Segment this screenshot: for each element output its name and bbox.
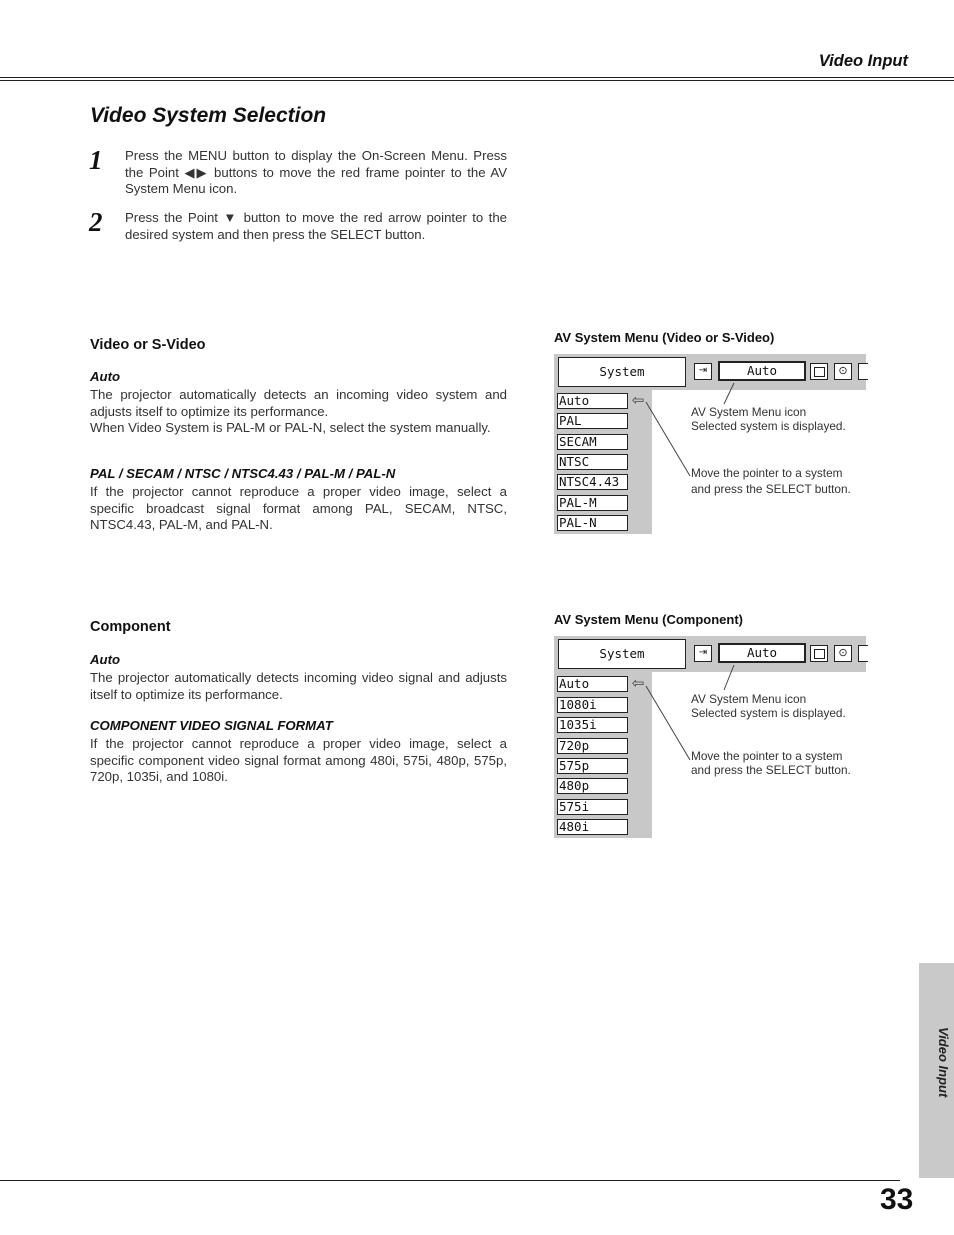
menu-item-480i: 480i [557,819,628,835]
header-rule-thin [0,80,954,81]
menu-item-1035i: 1035i [557,717,628,733]
component-auto-text: The projector automatically detects incoming video signal and adjusts itself to optimize its performance. [90,670,507,702]
header-rule [0,77,954,78]
menu-item-ntsc443: NTSC4.43 [557,474,628,490]
next-menu-icon [858,645,868,662]
pointer-arrow-icon: ⇦ [631,675,645,692]
menu-item-ntsc: NTSC [557,454,628,470]
menu-item-480p: 480p [557,778,628,794]
menu-item-575i: 575i [557,799,628,815]
selected-system-display: Auto [718,643,806,663]
component-auto-heading: Auto [90,652,121,667]
system-label: System [558,639,686,669]
menu-bar [554,354,866,390]
footer-rule [0,1180,900,1181]
step-text-1: Press the MENU button to display the On-Screen Menu. Press the Point ◀▶ buttons to move the red frame pointer to the AV System Menu icon. [125,148,507,197]
system-list [554,390,652,534]
menu-item-720p: 720p [557,738,628,754]
video-callout-icon-line1: AV System Menu icon [691,405,807,419]
video-formats-text: If the projector cannot reproduce a proper video image, select a specific broadcast signal format among PAL, SECAM, NTSC, NTSC4.43, PAL-M, and PAL-N. [90,484,507,533]
system-list [554,672,652,838]
step-number-1: 1 [89,145,103,175]
video-section-heading: Video or S-Video [90,337,206,353]
page-number: 33 [880,1183,914,1216]
component-format-heading: COMPONENT VIDEO SIGNAL FORMAT [90,718,333,733]
component-menu-caption: AV System Menu (Component) [554,612,743,627]
input-icon: ⇥ [694,645,712,662]
next-menu-icon [858,363,868,380]
video-auto-heading: Auto [90,369,121,384]
component-callout-icon-line1: AV System Menu icon [691,692,807,706]
menu-item-auto: Auto [557,676,628,692]
header-section-title: Video Input [818,52,908,70]
pointer-arrow-icon: ⇦ [631,392,645,409]
step-number-2: 2 [89,207,103,237]
component-section-heading: Component [90,619,171,635]
component-format-text: If the projector cannot reproduce a proper video image, select a specific component video signal format among 480i, 575i, 480p, 575p, 720p, 1035i, and 1080i. [90,736,507,785]
system-label: System [558,357,686,387]
selected-system-display: Auto [718,361,806,381]
component-callout-icon-line2: Selected system is displayed. [691,706,846,720]
menu-item-auto: Auto [557,393,628,409]
image-adjust-icon: ⊙ [834,363,852,380]
component-callout-pointer-line2: and press the SELECT button. [691,763,851,777]
side-tab-label: Video Input [936,1027,951,1098]
menu-item-1080i: 1080i [557,697,628,713]
video-auto-text: The projector automatically detects an incoming video system and adjusts itself to optimize its performance. [90,387,507,419]
menu-item-pal-m: PAL-M [557,495,628,511]
menu-item-pal: PAL [557,413,628,429]
page-title: Video System Selection [90,104,327,127]
av-system-menu-icon [810,363,828,380]
av-system-menu-icon [810,645,828,662]
input-icon: ⇥ [694,363,712,380]
component-menu-illustration [554,636,866,840]
menu-bar [554,636,866,672]
menu-item-575p: 575p [557,758,628,774]
video-menu-caption: AV System Menu (Video or S-Video) [554,330,775,345]
video-callout-pointer-line1: Move the pointer to a system [691,466,843,480]
step-text-2: Press the Point ▼ button to move the red arrow pointer to the desired system and then press the SELECT button. [125,210,507,242]
video-callout-icon-line2: Selected system is displayed. [691,419,846,433]
video-auto-note: When Video System is PAL-M or PAL-N, select the system manually. [90,420,491,435]
menu-item-pal-n: PAL-N [557,515,628,531]
video-menu-illustration [554,354,866,536]
image-adjust-icon: ⊙ [834,645,852,662]
menu-item-secam: SECAM [557,434,628,450]
component-callout-pointer-line1: Move the pointer to a system [691,749,843,763]
video-formats-heading: PAL / SECAM / NTSC / NTSC4.43 / PAL-M / PAL-N [90,466,396,481]
video-callout-pointer-line2: and press the SELECT button. [691,482,851,496]
side-tab [919,963,954,1178]
